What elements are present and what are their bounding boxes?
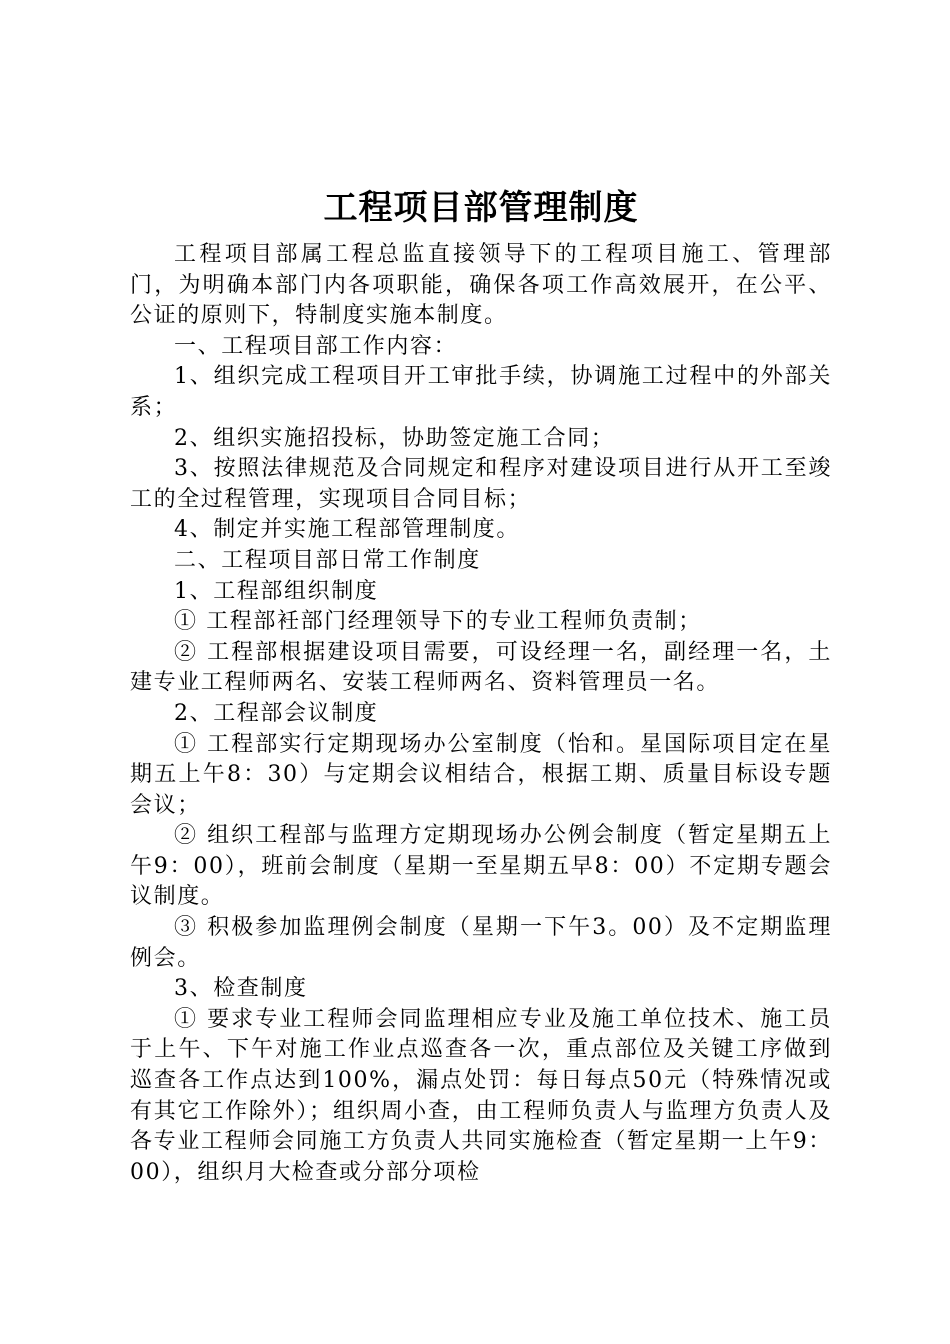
list-item: 3、按照法律规范及合同规定和程序对建设项目进行从开工至竣工的全过程管理，实现项目合同目标； — [130, 456, 832, 512]
list-item: ② 组织工程部与监理方定期现场办公例会制度（暂定星期五上午9：00），班前会制度（星期一至星期五早8：00）不定期专题会议制度。 — [130, 823, 832, 910]
subsection-heading: 2、工程部会议制度 — [174, 700, 379, 726]
subsection-heading: 3、检查制度 — [174, 976, 308, 1002]
document-title: 工程项目部管理制度 — [323, 188, 639, 228]
list-item: ③ 积极参加监理例会制度（星期一下午3。00）及不定期监理例会。 — [130, 915, 832, 971]
subsection-heading: 1、工程部组织制度 — [174, 578, 379, 604]
list-item: 1、组织完成工程项目开工审批手续，协调施工过程中的外部关系； — [130, 364, 832, 420]
intro-paragraph: 工程项目部属工程总监直接领导下的工程项目施工、管理部门，为明确本部门内各项职能，确保各项工作高效展开，在公平、公证的原则下，特制度实施本制度。 — [130, 242, 832, 329]
list-item: ① 要求专业工程师会同监理相应专业及施工单位技术、施工员于上午、下午对施工作业点巡查各一次，重点部位及关键工序做到巡查各工作点达到100%，漏点处罚：每日每点50元（特殊情况或有其它工作除外）；组织周小查，由工程师负责人与监理方负责人及各专业工程师会同施工方负责人共同实施检查（暂定星期一上午9：00），组织月大检查或分部分项检 — [130, 1006, 832, 1185]
list-item: ② 工程部根据建设项目需要，可设经理一名，副经理一名，土建专业工程师两名、安装工程师两名、资料管理员一名。 — [130, 639, 832, 696]
document-page — [130, 180, 832, 1188]
list-item: ① 工程部衽部门经理领导下的专业工程师负责制； — [174, 609, 702, 635]
document-body — [130, 240, 832, 1188]
list-item: ① 工程部实行定期现场办公室制度（怡和。星国际项目定在星期五上午8：30）与定期会议相结合，根据工期、质量目标设专题会议； — [130, 731, 832, 818]
section-heading-2: 二、工程项目部日常工作制度 — [174, 547, 481, 573]
list-item: 4、制定并实施工程部管理制度。 — [174, 517, 520, 543]
list-item: 2、组织实施招投标，协助签定施工合同； — [174, 425, 615, 451]
section-heading-1: 一、工程项目部工作内容： — [174, 333, 458, 359]
